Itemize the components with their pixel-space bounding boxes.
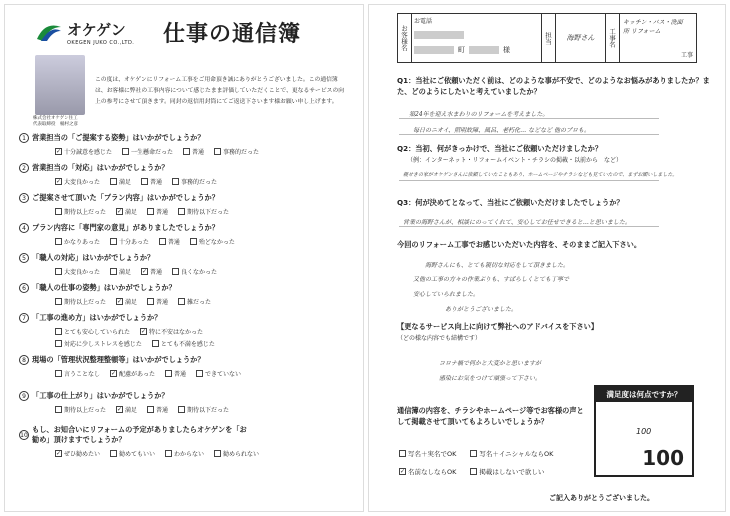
phone-label: お電話 bbox=[414, 18, 433, 25]
question-text: 「工事の進め方」はいかがでしょうか？ bbox=[32, 313, 162, 322]
option[interactable] bbox=[178, 405, 229, 414]
checkbox[interactable] bbox=[55, 298, 62, 305]
question-options bbox=[55, 207, 359, 216]
satisfaction-score-box bbox=[594, 385, 694, 477]
caption-name: 代表取締役 桶村之彦 bbox=[33, 122, 78, 127]
question-header bbox=[19, 193, 359, 203]
q6-option-0[interactable] bbox=[399, 449, 456, 458]
option-label: とても安心していられた bbox=[64, 329, 131, 336]
koji-items: キッチン・バス・洗面所 リフォーム bbox=[623, 19, 683, 35]
checkbox[interactable] bbox=[147, 298, 154, 305]
question-text: 「職人の対応」はいかがでしょうか？ bbox=[32, 253, 155, 262]
question-header bbox=[19, 163, 359, 173]
left-page bbox=[4, 4, 364, 512]
question-options bbox=[55, 327, 275, 348]
checked-checkbox[interactable]: ✓ bbox=[399, 467, 406, 475]
checkbox[interactable] bbox=[183, 148, 190, 155]
koji-cell bbox=[620, 14, 696, 62]
option[interactable] bbox=[55, 237, 100, 246]
option[interactable] bbox=[172, 177, 217, 186]
logo-mark-icon bbox=[35, 23, 63, 43]
question-3 bbox=[19, 193, 359, 216]
checkbox[interactable] bbox=[399, 450, 406, 457]
q4-answer-2: 又他の工事の方々の作業ぶりも、すばらしくとても丁寧で bbox=[413, 276, 570, 283]
checkbox[interactable] bbox=[165, 370, 172, 377]
option-label: 大変良かった bbox=[64, 179, 101, 186]
option[interactable] bbox=[141, 267, 162, 276]
q6-option-3[interactable] bbox=[470, 467, 544, 476]
question-options bbox=[55, 405, 359, 414]
option-label: 言うことなし bbox=[64, 371, 101, 378]
q5-text: 【更なるサービス向上に向けて弊社へのアドバイスを下さい】 bbox=[397, 322, 599, 331]
checkbox[interactable] bbox=[55, 328, 62, 335]
option-label: 普通 bbox=[150, 269, 163, 276]
question-header bbox=[19, 355, 359, 365]
question-9 bbox=[19, 391, 359, 414]
question-options bbox=[55, 267, 359, 276]
option[interactable] bbox=[55, 449, 100, 458]
checkbox[interactable] bbox=[55, 208, 62, 215]
checked-checkbox[interactable]: ✓ bbox=[117, 405, 123, 413]
question-text: 現場の「管理状況整理整頓等」はいかがでしょうか？ bbox=[32, 355, 205, 364]
question-5 bbox=[19, 253, 359, 276]
option-label: 配慮があった bbox=[119, 371, 155, 378]
option-label: 特に不安はなかった bbox=[149, 329, 204, 336]
option[interactable] bbox=[152, 339, 215, 348]
q6-options-row-2 bbox=[399, 467, 544, 476]
option-label: 期待以上だった bbox=[64, 209, 107, 216]
option-label: 普通 bbox=[150, 179, 163, 186]
question-header bbox=[19, 425, 359, 445]
president-photo bbox=[35, 55, 85, 115]
question-7 bbox=[19, 313, 359, 348]
option-label: 期待以下だった bbox=[187, 407, 230, 414]
checked-checkbox[interactable]: ✓ bbox=[142, 267, 148, 275]
page-title: 仕事の通信簿 bbox=[163, 22, 302, 47]
photo-caption bbox=[33, 116, 93, 128]
option-label: とても不満を感じた bbox=[160, 341, 215, 348]
question-text: 「工事の仕上がり」はいかがでしょうか？ bbox=[32, 391, 169, 400]
question-2 bbox=[19, 163, 359, 186]
q6-options-row-1 bbox=[399, 449, 553, 458]
option[interactable] bbox=[110, 177, 131, 186]
q1-answer-2: 毎日のニオイ、照明故障、風呂、老朽化… などなど 他のプロも。 bbox=[413, 127, 590, 134]
question-number: 1 bbox=[19, 133, 29, 143]
option[interactable] bbox=[55, 147, 112, 156]
checkbox[interactable] bbox=[152, 340, 159, 347]
checkbox[interactable] bbox=[470, 468, 477, 475]
checkbox[interactable] bbox=[178, 298, 185, 305]
thanks-text: ご記入ありがとうございました。 bbox=[549, 494, 654, 502]
checked-checkbox[interactable]: ✓ bbox=[117, 207, 123, 215]
question-8 bbox=[19, 355, 359, 378]
option-label: 満足 bbox=[125, 209, 138, 216]
q6-text: 通信簿の内容を、チラシやホームページ等でお客様の声として掲載させて頂いてもよろしいでしょうか？ bbox=[397, 406, 584, 426]
option[interactable] bbox=[55, 297, 106, 306]
q3-answer: 営業の海野さんが、相談にのってくれて、安心してお任せできると…と思いました。 bbox=[403, 219, 631, 226]
checkbox[interactable] bbox=[172, 178, 179, 185]
tanto-name: 海野さん bbox=[556, 14, 606, 62]
checkbox[interactable] bbox=[55, 238, 62, 245]
q5-sub: （どの様な内容でも結構です） bbox=[397, 335, 482, 342]
checkbox[interactable] bbox=[214, 148, 221, 155]
option[interactable] bbox=[196, 369, 241, 378]
option-label: 一生懸命だった bbox=[131, 149, 174, 156]
option[interactable] bbox=[147, 405, 168, 414]
option-label: 普通 bbox=[167, 239, 180, 246]
option-label: 雑だった bbox=[187, 299, 212, 306]
question-options bbox=[55, 449, 359, 458]
q2-answer: 親せきの家がオケゲンさんに依頼していたこともあり、ホームページやチラシなども見ていたので、まずお願いしました。 bbox=[403, 172, 678, 178]
q6-option-2[interactable] bbox=[399, 467, 456, 476]
question-number: 7 bbox=[19, 313, 29, 323]
question-10 bbox=[19, 425, 359, 458]
question-header bbox=[19, 391, 359, 401]
question-number: 9 bbox=[19, 391, 29, 401]
question-header bbox=[19, 133, 359, 143]
checkbox[interactable] bbox=[55, 406, 62, 413]
company-logo bbox=[35, 19, 134, 46]
q4-answer-1: 海野さんにも、とても親切な対応をして頂きました。 bbox=[425, 262, 570, 269]
checkbox[interactable] bbox=[122, 148, 129, 155]
option[interactable] bbox=[172, 267, 217, 276]
q4-answer-3: 安心していられました。 bbox=[413, 291, 480, 298]
caption-company: 株式会社オケゲン住工 bbox=[33, 116, 78, 121]
option[interactable] bbox=[165, 449, 204, 458]
question-number: 2 bbox=[19, 163, 29, 173]
option[interactable] bbox=[147, 207, 168, 216]
option[interactable] bbox=[116, 207, 137, 216]
question-6 bbox=[19, 283, 359, 306]
checkbox[interactable] bbox=[110, 450, 117, 457]
option-label: 対応に少しストレスを感じた bbox=[64, 341, 142, 348]
checkbox[interactable] bbox=[159, 238, 166, 245]
question-text: 営業担当の「対応」はいかがでしょうか？ bbox=[32, 163, 169, 172]
tanto-label: 担当 bbox=[542, 14, 556, 62]
option-label: 良くなかった bbox=[181, 269, 218, 276]
option[interactable] bbox=[122, 147, 173, 156]
cho-label: 町 bbox=[458, 46, 465, 54]
option[interactable] bbox=[183, 147, 204, 156]
option-label: わからない bbox=[174, 451, 205, 458]
option[interactable] bbox=[141, 177, 162, 186]
option-label: 普通 bbox=[192, 149, 205, 156]
option-label: ぜひ勧めたい bbox=[64, 451, 101, 458]
redacted-address bbox=[414, 46, 454, 54]
option[interactable] bbox=[178, 297, 211, 306]
option[interactable] bbox=[159, 237, 180, 246]
checkbox[interactable] bbox=[190, 238, 197, 245]
checkbox[interactable] bbox=[172, 268, 179, 275]
question-number: 6 bbox=[19, 283, 29, 293]
question-number: 5 bbox=[19, 253, 29, 263]
question-options bbox=[55, 177, 359, 186]
checked-checkbox[interactable]: ✓ bbox=[141, 327, 147, 335]
option[interactable] bbox=[55, 339, 142, 348]
score-value: 100 bbox=[642, 446, 684, 470]
checked-checkbox[interactable]: ✓ bbox=[55, 147, 62, 155]
option-label: 普通 bbox=[156, 407, 169, 414]
sama-label: 様 bbox=[503, 46, 510, 54]
checkbox[interactable] bbox=[110, 268, 117, 275]
checkbox[interactable] bbox=[196, 370, 203, 377]
question-4 bbox=[19, 223, 359, 246]
option-label: 期待以下だった bbox=[187, 209, 230, 216]
q5-answer-1: コロナ禍で何かと大変かと思いますが bbox=[439, 360, 542, 367]
option-label: 殆どなかった bbox=[198, 239, 235, 246]
option[interactable] bbox=[55, 405, 106, 414]
checkbox[interactable] bbox=[55, 268, 62, 275]
customer-header bbox=[397, 13, 697, 63]
option-label: 事務的だった bbox=[181, 179, 218, 186]
checkbox[interactable] bbox=[55, 340, 62, 347]
checkbox[interactable] bbox=[214, 450, 221, 457]
question-options bbox=[55, 147, 359, 156]
checkbox[interactable] bbox=[178, 208, 185, 215]
score-handwritten: 100 bbox=[636, 427, 652, 436]
checkbox[interactable] bbox=[165, 450, 172, 457]
option[interactable] bbox=[190, 237, 235, 246]
q1-text: Q1：当社にご依頼いただく前は、どのような事が不安で、どのようなお悩みがありましたか？また、どのようにしたいと考えていましたか？ bbox=[397, 76, 710, 96]
checkbox[interactable] bbox=[178, 406, 185, 413]
option[interactable] bbox=[55, 369, 100, 378]
question-header bbox=[19, 253, 359, 263]
option-label: 十分あった bbox=[118, 239, 149, 246]
option-label: 勧めてもいい bbox=[119, 451, 156, 458]
question-number: 4 bbox=[19, 223, 29, 233]
question-options bbox=[55, 369, 359, 378]
checked-checkbox[interactable]: ✓ bbox=[111, 369, 117, 377]
question-text: もし、お知合いにリフォームの予定がありましたらオケゲンを「お勧め」頂けますでしょうか？ bbox=[32, 425, 247, 444]
question-number: 3 bbox=[19, 193, 29, 203]
option-label: 普通 bbox=[156, 299, 169, 306]
redacted-name bbox=[469, 46, 499, 54]
option[interactable] bbox=[55, 327, 130, 336]
option-label: 満足 bbox=[119, 179, 132, 186]
question-text: プラン内容に「専門家の意見」がありましたでしょうか？ bbox=[32, 223, 219, 232]
checkbox[interactable] bbox=[110, 178, 117, 185]
option[interactable] bbox=[55, 177, 100, 186]
option-label: 大変良かった bbox=[64, 269, 101, 276]
question-text: 営業担当の「ご提案する姿勢」はいかがでしょうか？ bbox=[32, 133, 205, 142]
question-text: 「職人の仕事の姿勢」はいかがでしょうか？ bbox=[32, 283, 176, 292]
customer-cell bbox=[412, 14, 542, 62]
option[interactable] bbox=[140, 327, 203, 336]
option-label: かなりあった bbox=[64, 239, 100, 246]
koji-suffix: 工事 bbox=[680, 52, 693, 59]
option[interactable] bbox=[55, 207, 106, 216]
q6-option-label: 掲載はしないで欲しい bbox=[479, 468, 545, 476]
question-options bbox=[55, 297, 359, 306]
question-options bbox=[55, 237, 359, 246]
question-number: 8 bbox=[19, 355, 29, 365]
question-text: ご提案させて頂いた「プラン内容」はいかがでしょうか？ bbox=[32, 193, 219, 202]
logo-sub: OKEGEN JUKO CO.,LTD. bbox=[67, 40, 135, 46]
option-label: できていない bbox=[204, 371, 241, 378]
option-label: 満足 bbox=[125, 299, 138, 306]
customer-label: お客様名 bbox=[398, 14, 412, 62]
checked-checkbox[interactable]: ✓ bbox=[55, 177, 62, 185]
checked-checkbox[interactable]: ✓ bbox=[117, 297, 123, 305]
option[interactable] bbox=[110, 449, 155, 458]
option[interactable] bbox=[147, 297, 168, 306]
option[interactable] bbox=[214, 449, 259, 458]
option-label: 勧められない bbox=[223, 451, 260, 458]
option[interactable] bbox=[214, 147, 259, 156]
q6-option-label: 名前なしならOK bbox=[408, 468, 457, 476]
option-label: 事務的だった bbox=[223, 149, 260, 156]
option[interactable] bbox=[165, 369, 186, 378]
logo-name: オケゲン bbox=[67, 21, 126, 39]
question-1 bbox=[19, 133, 359, 156]
checkbox[interactable] bbox=[147, 406, 154, 413]
option-label: 期待以上だった bbox=[64, 407, 107, 414]
option-label: 期待以上だった bbox=[64, 299, 107, 306]
option-label: 満足 bbox=[125, 407, 138, 414]
checkbox[interactable] bbox=[470, 450, 477, 457]
q2-sub: （例：インターネット・リフォームイベント・チラシの掲載・以前から など） bbox=[407, 157, 623, 164]
option[interactable] bbox=[116, 405, 137, 414]
checkbox[interactable] bbox=[141, 178, 148, 185]
question-header bbox=[19, 223, 359, 233]
q6-option-label: 写名＋イニシャルならOK bbox=[479, 450, 554, 458]
option[interactable] bbox=[55, 267, 100, 276]
right-page bbox=[368, 4, 726, 512]
option-label: 十分誠意を感じた bbox=[64, 149, 113, 156]
option[interactable] bbox=[110, 237, 149, 246]
q1-answer-1: 築24年を迎え水まわりのリフォームを考えました。 bbox=[409, 111, 549, 118]
option[interactable] bbox=[116, 297, 137, 306]
q6-option-1[interactable] bbox=[470, 449, 553, 458]
q2-text: Q2：当初、何がきっかけで、当社にご依頼いただけましたか？ bbox=[397, 144, 603, 153]
option[interactable] bbox=[110, 267, 131, 276]
koji-label: 工事名 bbox=[606, 14, 620, 62]
q6-option-label: 写名＋実名でOK bbox=[408, 450, 457, 458]
option[interactable] bbox=[110, 369, 155, 378]
intro-text: この度は、オケゲンにリフォーム工事をご用命頂き誠にありがとうございました。この通信簿は、お客様に弊社の工事内容について感じたまま評価していただくことで、更なるサービスの向上の参考にさせて頂きます。同封の返信用封筒にてご返送下さいます様お願い申し上げます。 bbox=[95, 77, 345, 105]
checkbox[interactable] bbox=[55, 370, 62, 377]
option-label: 普通 bbox=[173, 371, 186, 378]
option-label: 満足 bbox=[119, 269, 132, 276]
q4-text: 今回のリフォーム工事でお感じいただいた内容を、そのままご記入下さい。 bbox=[397, 240, 642, 249]
redacted-phone bbox=[414, 31, 464, 39]
checkbox[interactable] bbox=[110, 238, 117, 245]
checkbox[interactable] bbox=[147, 208, 154, 215]
question-number: 10 bbox=[20, 431, 28, 439]
question-header bbox=[19, 283, 359, 293]
q3-text: Q3：何が決めてとなって、当社にご依頼いただけましたでしょうか？ bbox=[397, 198, 624, 207]
question-header bbox=[19, 313, 359, 323]
q4-answer-4: ありがとうございました。 bbox=[445, 306, 518, 313]
checked-checkbox[interactable]: ✓ bbox=[55, 449, 62, 457]
option[interactable] bbox=[178, 207, 229, 216]
score-title: 満足度は何点ですか？ bbox=[596, 387, 692, 402]
q5-answer-2: 感染にお気をつけて頑張って下さい。 bbox=[439, 375, 542, 382]
option-label: 普通 bbox=[156, 209, 169, 216]
